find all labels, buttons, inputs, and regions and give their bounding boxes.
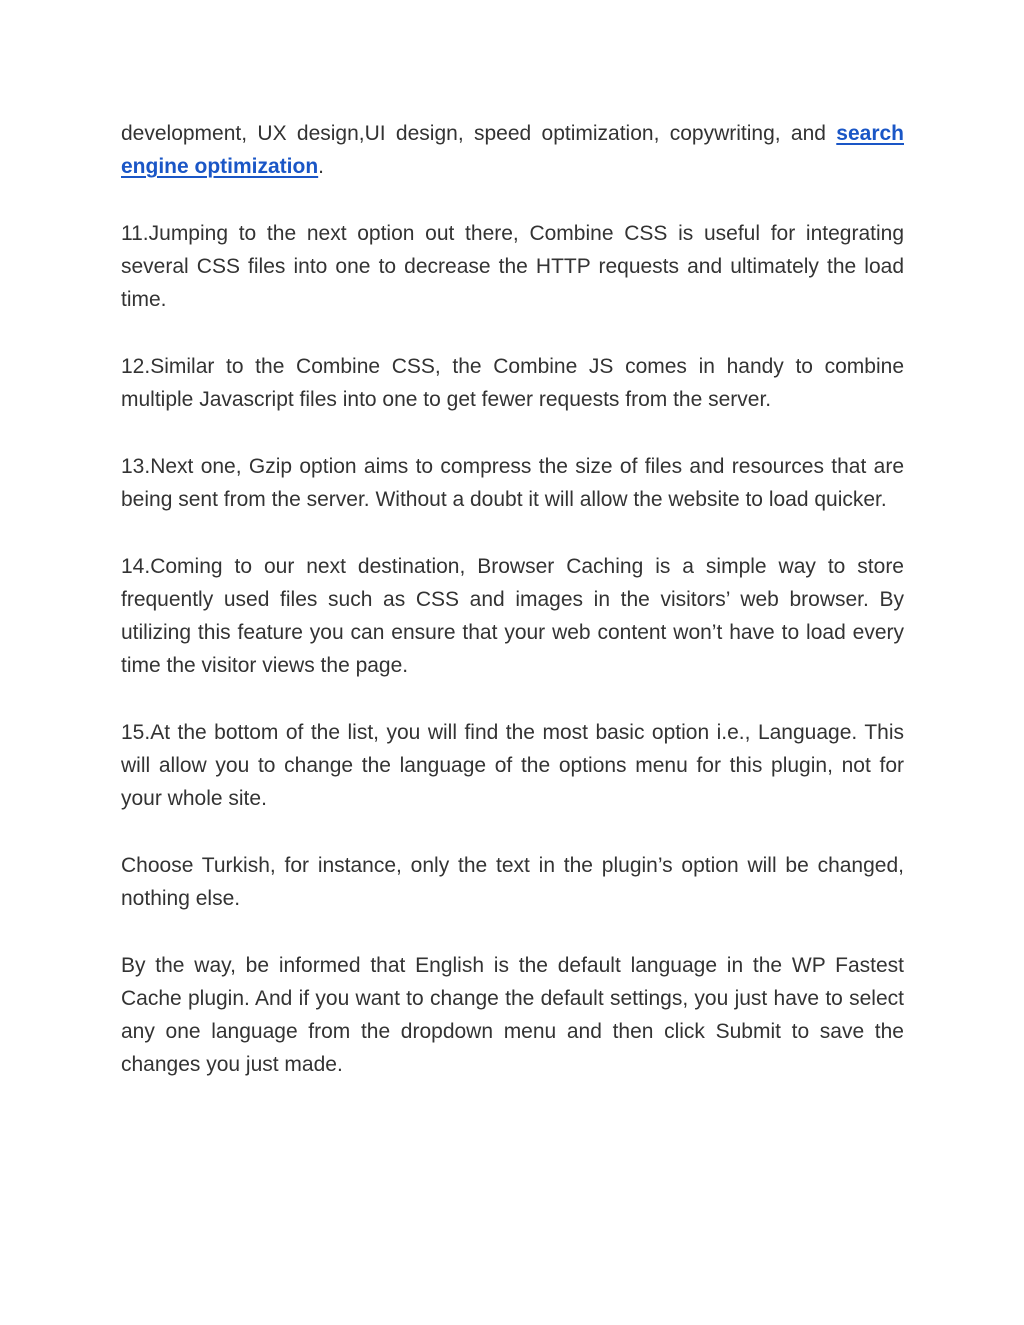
paragraph-browser-caching: 14.Coming to our next destination, Browser Caching is a simple way to store frequently used files such as CSS and images in the visitors’ web browser. By utilizing this feature you can ensure that your web content won’t have to load every time the visitor views the page. [121,555,904,677]
intro-period: . [318,155,325,178]
document-page [121,117,904,1115]
paragraph-language: 15.At the bottom of the list, you will find the most basic option i.e., Language. This will allow you to change the language of the options menu for this plugin, not for your whole site. [121,721,904,810]
paragraph-gzip: 13.Next one, Gzip option aims to compress the size of files and resources that are being sent from the server. Without a doubt it will allow the website to load quicker. [121,455,904,511]
intro-paragraph [121,117,904,183]
paragraph-combine-js: 12.Similar to the Combine CSS, the Combine JS comes in handy to combine multiple Javascript files into one to get fewer requests from the server. [121,355,904,411]
paragraph-default-language: By the way, be informed that English is the default language in the WP Fastest Cache plugin. And if you want to change the default settings, you just have to select any one language from the dropdown menu and then click Submit to save the changes you just made. [121,954,904,1076]
intro-text: development, UX design,UI design, speed optimization, copywriting, and [121,122,837,145]
paragraph-turkish-example: Choose Turkish, for instance, only the text in the plugin’s option will be changed, nothing else. [121,854,904,910]
seo-link[interactable]: search engine optimization [121,122,904,178]
paragraph-combine-css: 11.Jumping to the next option out there, Combine CSS is useful for integrating several CSS files into one to decrease the HTTP requests and ultimately the load time. [121,222,904,311]
